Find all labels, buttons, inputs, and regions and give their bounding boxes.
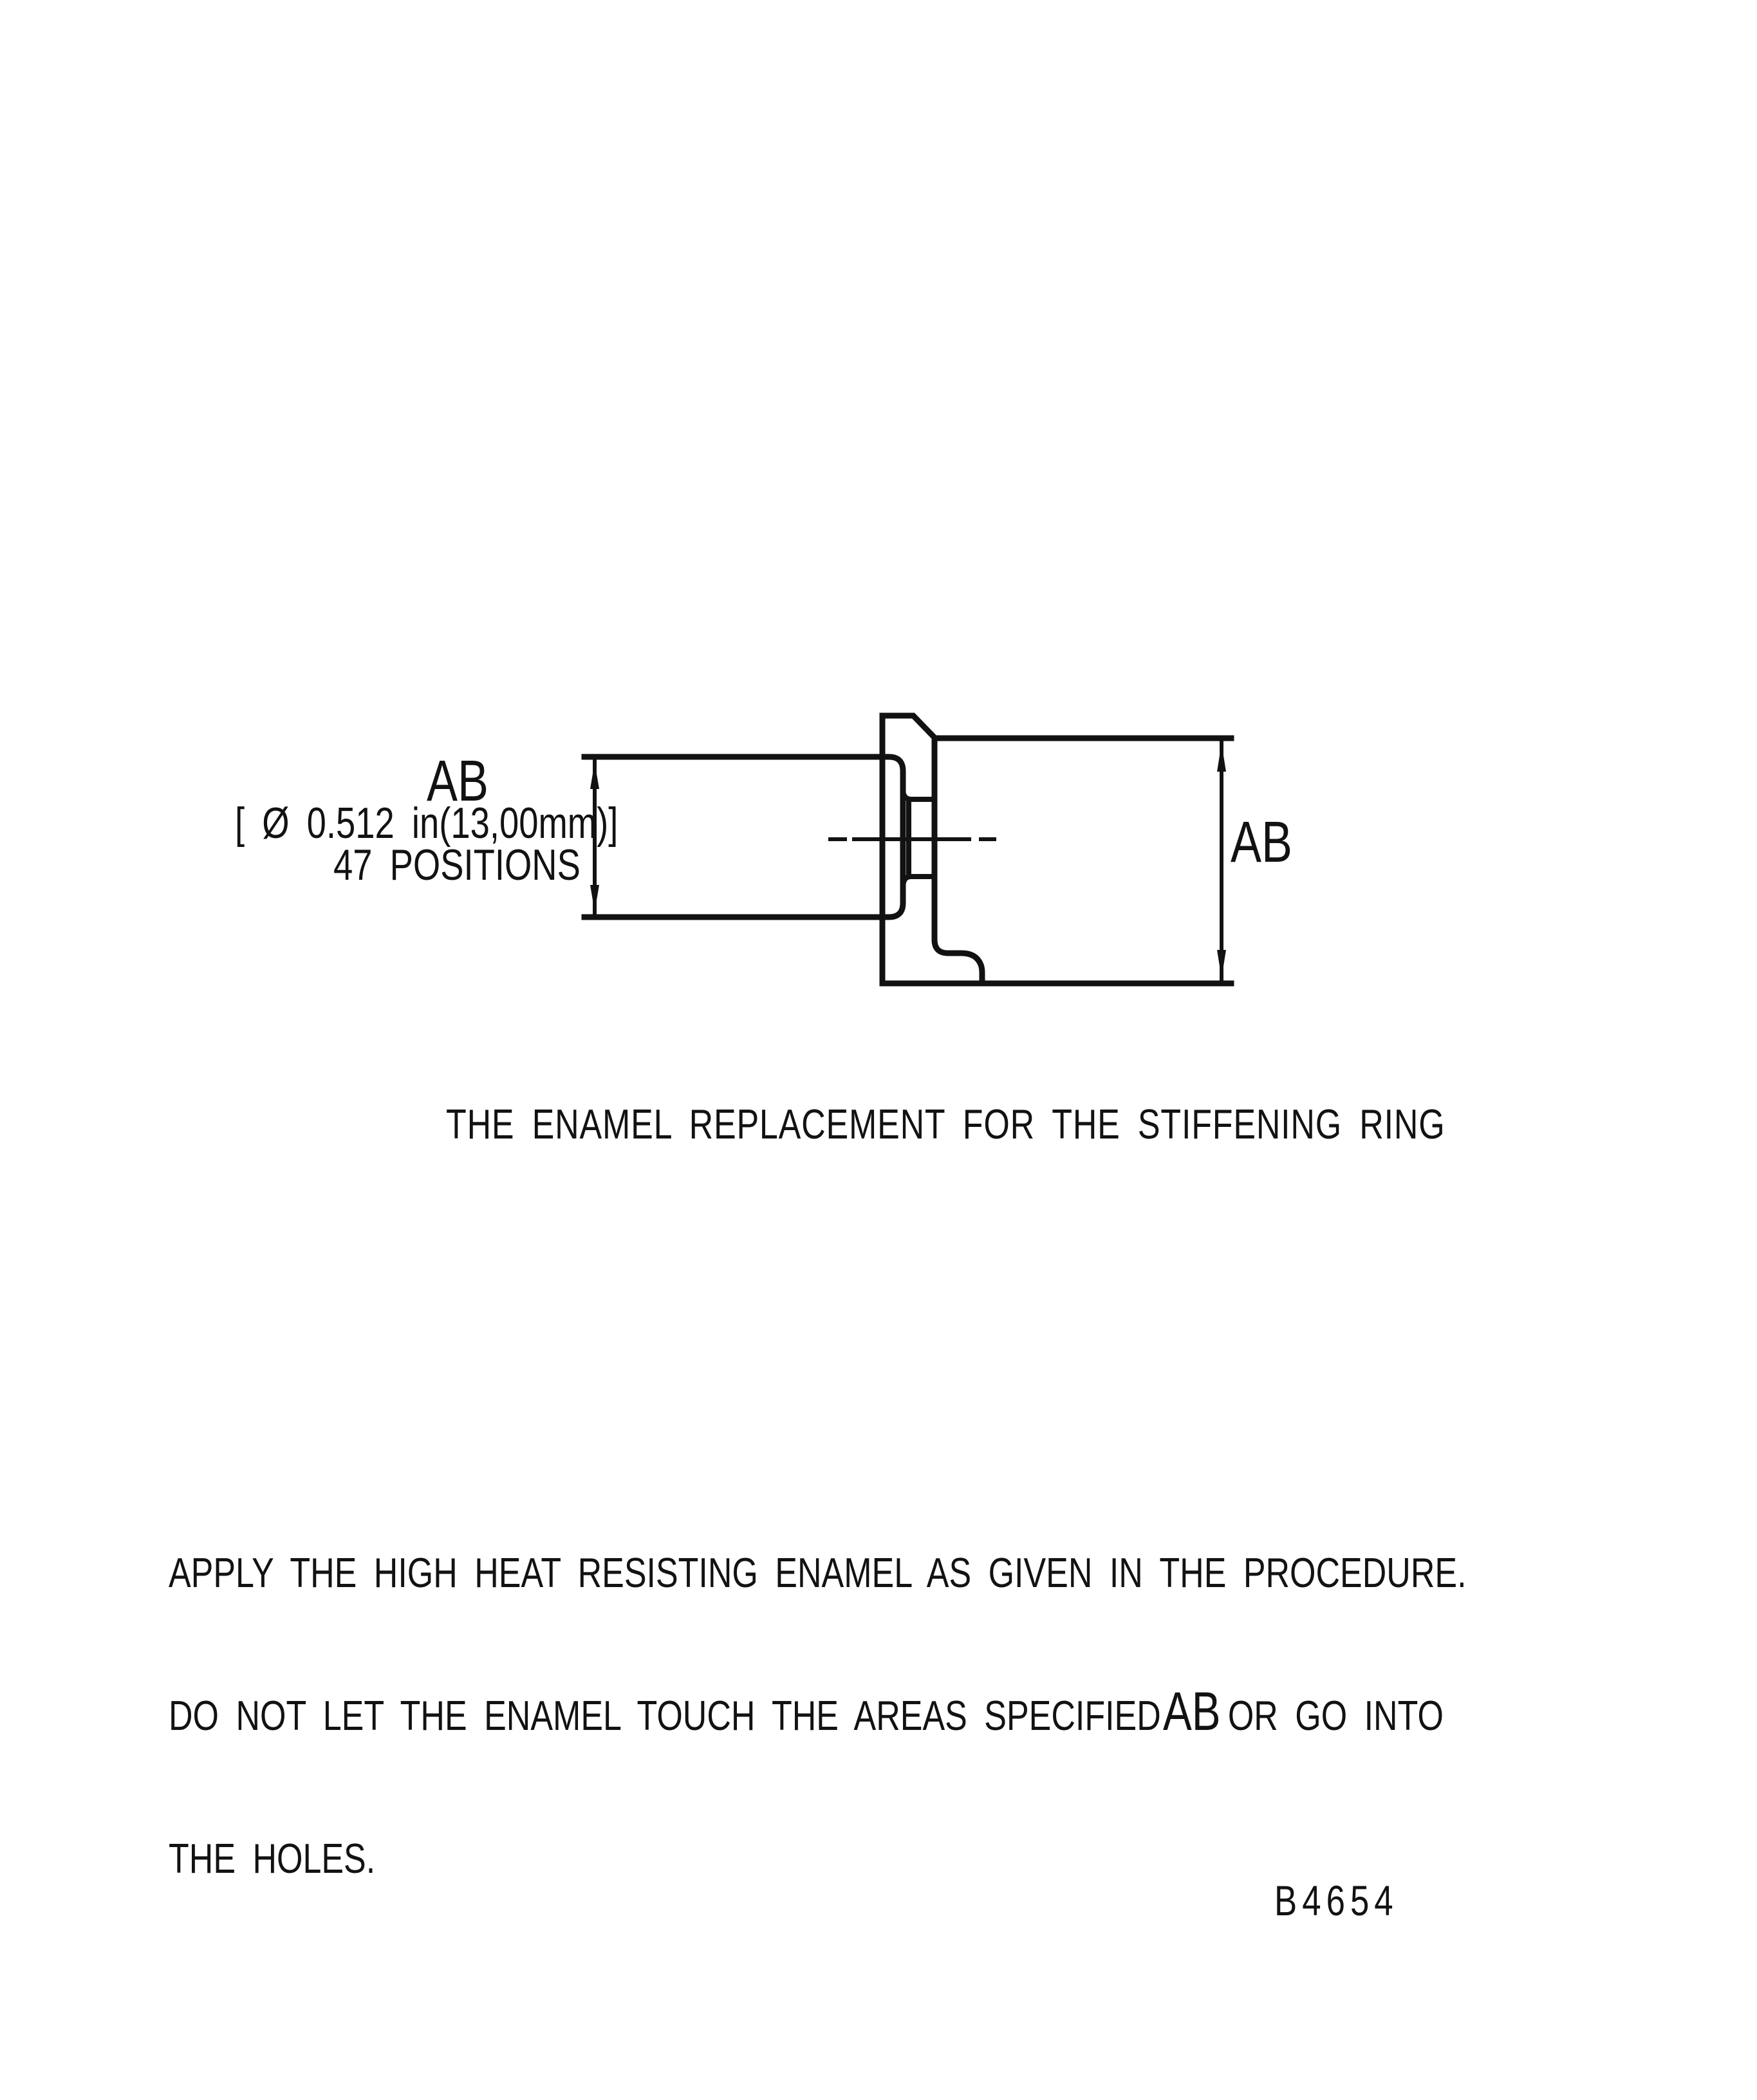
figure-code: B4654 [1274,1877,1399,1924]
figure-caption: THE ENAMEL REPLACEMENT FOR THE STIFFENING RING [446,1101,1446,1148]
flange-right-profile [934,738,982,983]
hole-top-edge [903,790,934,799]
left-dimension-arrow-down [590,885,599,912]
right-dimension-arrow-up [1217,743,1226,772]
dim-label-ab-right: AB [1231,810,1293,875]
left-dimension-arrow-up [590,762,599,789]
flange-top-and-body-top [882,716,1231,738]
instruction-line-2-tail: OR GO INTO [1227,1692,1444,1739]
instruction-line-2-text: DO NOT LET THE ENAMEL TOUCH THE AREAS SPECIFIED [169,1692,1161,1739]
hole-bottom-edge [903,877,934,886]
tube-outline [584,757,903,917]
dim-note-diameter: [ Ø 0.512 in(13,00mm)] [235,799,618,848]
instruction-line-1: APPLY THE HIGH HEAT RESISTING ENAMEL AS GIVEN IN THE PROCEDURE. [169,1549,1467,1596]
instructions-paragraph [169,1460,1467,1972]
instruction-line-3: THE HOLES. [169,1835,376,1882]
right-dimension-arrow-down [1217,950,1226,978]
dim-note-positions: 47 POSITIONS [333,841,581,889]
ab-emphasis: AB [1162,1681,1221,1742]
instruction-line-2 [169,1681,1467,1745]
dim-label-ab-left: AB [427,749,489,813]
